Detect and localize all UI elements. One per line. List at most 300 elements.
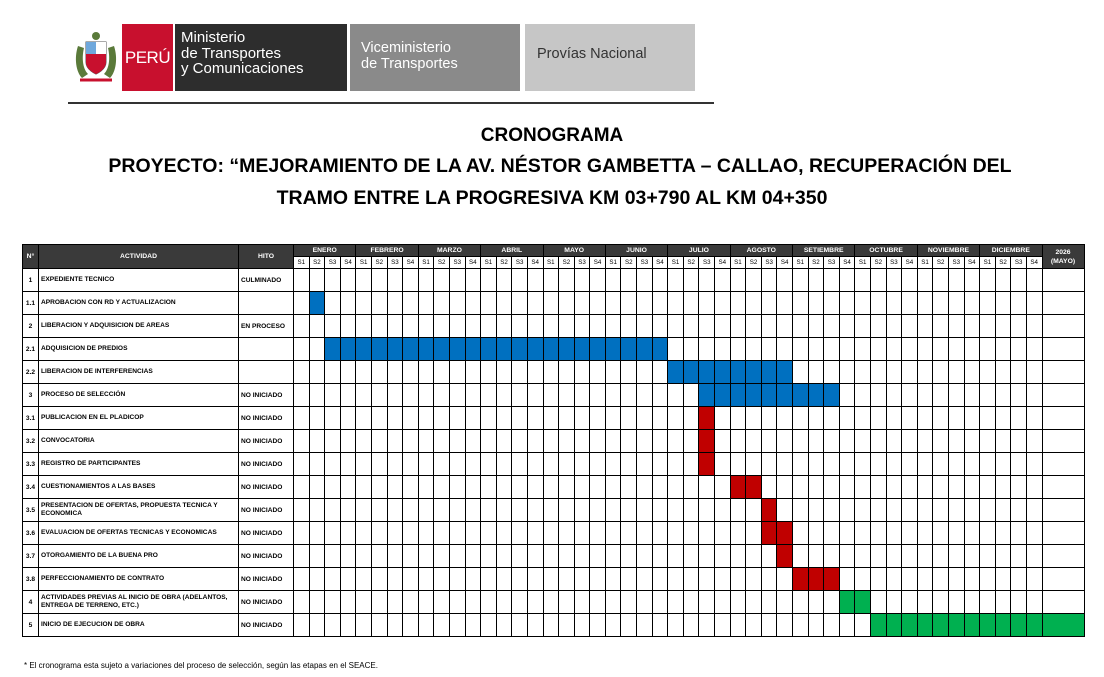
week-cell [746, 568, 762, 591]
week-cell [512, 476, 528, 499]
week-cell [403, 407, 419, 430]
week-cell [980, 453, 996, 476]
gantt-bar-cell [839, 591, 855, 614]
week-cell [917, 453, 933, 476]
week-cell [699, 269, 715, 292]
week-header: S3 [449, 257, 465, 269]
gantt-bar-cell [761, 361, 777, 384]
week-cell [543, 269, 559, 292]
week-cell [948, 384, 964, 407]
week-cell [995, 361, 1011, 384]
gantt-bar-cell [917, 614, 933, 637]
header-logos [68, 23, 714, 105]
week-cell [418, 476, 434, 499]
week-cell [839, 269, 855, 292]
week-cell [371, 430, 387, 453]
week-cell [652, 292, 668, 315]
week-cell [715, 453, 731, 476]
week-cell [356, 614, 372, 637]
gantt-bar-cell [527, 338, 543, 361]
week-cell [1026, 338, 1042, 361]
week-cell [434, 384, 450, 407]
page-title: CRONOGRAMA [480, 125, 624, 146]
week-cell [325, 522, 341, 545]
week-cell [496, 522, 512, 545]
week-cell [481, 292, 497, 315]
week-header: S3 [387, 257, 403, 269]
hito-status: NO INICIADO [239, 614, 294, 637]
week-cell [746, 614, 762, 637]
gantt-bar-cell [559, 338, 575, 361]
month-header: AGOSTO [730, 245, 792, 257]
gantt-bar-cell [730, 384, 746, 407]
gantt-bar-cell [746, 384, 762, 407]
week-cell [761, 407, 777, 430]
week-cell [559, 361, 575, 384]
table-row [23, 522, 1085, 545]
week-cell [1026, 476, 1042, 499]
week-cell [527, 476, 543, 499]
gantt-bar-cell [668, 361, 684, 384]
week-cell [371, 315, 387, 338]
week-cell [948, 269, 964, 292]
week-cell [418, 269, 434, 292]
week-cell [621, 568, 637, 591]
week-cell [496, 407, 512, 430]
activity-name: PERFECCIONAMIENTO DE CONTRATO [39, 568, 239, 591]
week-cell [1042, 545, 1084, 568]
week-cell [683, 476, 699, 499]
gantt-bar-cell [761, 384, 777, 407]
week-cell [387, 522, 403, 545]
week-cell [590, 292, 606, 315]
week-cell [839, 407, 855, 430]
week-cell [683, 545, 699, 568]
week-cell [668, 384, 684, 407]
activity-name: EXPEDIENTE TECNICO [39, 269, 239, 292]
week-cell [870, 522, 886, 545]
week-cell [294, 568, 310, 591]
week-cell [683, 384, 699, 407]
week-cell [793, 453, 809, 476]
week-cell [605, 269, 621, 292]
week-cell [294, 315, 310, 338]
week-cell [964, 407, 980, 430]
week-cell [481, 384, 497, 407]
week-cell [699, 591, 715, 614]
gantt-bar-cell [699, 361, 715, 384]
week-cell [590, 315, 606, 338]
week-header: S1 [668, 257, 684, 269]
week-cell [356, 269, 372, 292]
week-cell [356, 292, 372, 315]
week-cell [1011, 499, 1027, 522]
week-cell [870, 269, 886, 292]
week-cell [948, 315, 964, 338]
week-cell [294, 338, 310, 361]
week-cell [294, 269, 310, 292]
week-header: S2 [309, 257, 325, 269]
week-cell [683, 338, 699, 361]
week-cell [559, 568, 575, 591]
week-cell [418, 361, 434, 384]
week-cell [387, 499, 403, 522]
week-cell [512, 269, 528, 292]
week-cell [793, 269, 809, 292]
week-cell [340, 407, 356, 430]
gantt-bar-cell [309, 292, 325, 315]
week-cell [886, 269, 902, 292]
week-cell [917, 568, 933, 591]
week-header: S1 [356, 257, 372, 269]
week-cell [652, 614, 668, 637]
gantt-bar-cell [746, 361, 762, 384]
week-cell [449, 522, 465, 545]
week-cell [403, 522, 419, 545]
week-cell [496, 614, 512, 637]
week-cell [1026, 545, 1042, 568]
week-cell [995, 453, 1011, 476]
week-cell [512, 568, 528, 591]
week-cell [496, 453, 512, 476]
week-cell [371, 384, 387, 407]
week-cell [403, 269, 419, 292]
week-cell [309, 384, 325, 407]
week-cell [902, 453, 918, 476]
week-cell [824, 476, 840, 499]
week-header: S1 [418, 257, 434, 269]
week-cell [902, 292, 918, 315]
week-cell [824, 407, 840, 430]
row-number: 3.7 [23, 545, 39, 568]
week-cell [434, 292, 450, 315]
week-cell [325, 568, 341, 591]
week-cell [761, 614, 777, 637]
week-cell [403, 430, 419, 453]
week-cell [933, 407, 949, 430]
week-cell [371, 499, 387, 522]
week-cell [481, 614, 497, 637]
month-header: FEBRERO [356, 245, 418, 257]
week-cell [527, 407, 543, 430]
week-cell [730, 315, 746, 338]
week-cell [590, 614, 606, 637]
week-cell [512, 384, 528, 407]
table-row [23, 476, 1085, 499]
gantt-table [22, 244, 1085, 637]
header-n: N° [23, 245, 39, 269]
week-cell [294, 591, 310, 614]
hito-status: NO INICIADO [239, 476, 294, 499]
week-cell [761, 476, 777, 499]
ministerio-label: Ministerio de Transportes y Comunicaciones [175, 24, 347, 91]
week-cell [418, 522, 434, 545]
week-cell [340, 361, 356, 384]
week-header: S2 [808, 257, 824, 269]
week-cell [527, 568, 543, 591]
week-cell [371, 522, 387, 545]
week-cell [948, 430, 964, 453]
week-cell [637, 384, 653, 407]
week-cell [808, 430, 824, 453]
week-cell [824, 430, 840, 453]
week-cell [371, 476, 387, 499]
activity-name: PROCESO DE SELECCIÓN [39, 384, 239, 407]
week-cell [325, 591, 341, 614]
week-cell [933, 315, 949, 338]
week-cell [637, 522, 653, 545]
gantt-bar-cell [793, 568, 809, 591]
week-cell [870, 361, 886, 384]
week-cell [1011, 568, 1027, 591]
week-cell [512, 407, 528, 430]
gantt-bar-cell [886, 614, 902, 637]
week-cell [902, 361, 918, 384]
week-cell [418, 499, 434, 522]
provias-label: Provías Nacional [525, 24, 695, 91]
week-cell [387, 269, 403, 292]
week-cell [512, 614, 528, 637]
week-cell [761, 453, 777, 476]
week-cell [387, 591, 403, 614]
week-cell [403, 545, 419, 568]
week-cell [356, 453, 372, 476]
week-cell [902, 499, 918, 522]
week-cell [496, 384, 512, 407]
week-cell [325, 545, 341, 568]
week-cell [605, 407, 621, 430]
week-cell [917, 315, 933, 338]
week-cell [309, 522, 325, 545]
week-cell [652, 430, 668, 453]
gantt-bar-cell [590, 338, 606, 361]
gantt-bar-cell [761, 522, 777, 545]
row-number: 1 [23, 269, 39, 292]
week-cell [824, 361, 840, 384]
week-cell [902, 568, 918, 591]
hito-status: EN PROCESO [239, 315, 294, 338]
week-cell [481, 315, 497, 338]
table-row [23, 545, 1085, 568]
week-cell [434, 591, 450, 614]
week-cell [948, 361, 964, 384]
week-cell [527, 453, 543, 476]
row-number: 3 [23, 384, 39, 407]
week-cell [668, 292, 684, 315]
week-cell [933, 338, 949, 361]
week-cell [699, 568, 715, 591]
week-cell [1026, 453, 1042, 476]
week-cell [933, 499, 949, 522]
week-cell [434, 476, 450, 499]
week-cell [574, 361, 590, 384]
week-cell [605, 568, 621, 591]
week-cell [449, 545, 465, 568]
week-cell [730, 522, 746, 545]
week-header: S4 [839, 257, 855, 269]
week-cell [683, 315, 699, 338]
week-cell [746, 453, 762, 476]
gantt-bar-cell [387, 338, 403, 361]
gantt-bar-cell [777, 361, 793, 384]
week-cell [512, 430, 528, 453]
week-cell [605, 292, 621, 315]
week-cell [730, 614, 746, 637]
week-header: S4 [777, 257, 793, 269]
week-cell [933, 453, 949, 476]
week-cell [465, 384, 481, 407]
week-cell [980, 476, 996, 499]
row-number: 3.1 [23, 407, 39, 430]
week-cell [465, 614, 481, 637]
week-cell [637, 568, 653, 591]
gantt-bar-cell [933, 614, 949, 637]
week-cell [777, 614, 793, 637]
week-cell [637, 453, 653, 476]
week-cell [449, 568, 465, 591]
week-cell [995, 269, 1011, 292]
week-cell [793, 407, 809, 430]
week-cell [574, 591, 590, 614]
gantt-bar-cell [621, 338, 637, 361]
week-cell [683, 591, 699, 614]
gantt-bar-cell [481, 338, 497, 361]
week-cell [839, 476, 855, 499]
week-cell [808, 338, 824, 361]
week-header: S1 [980, 257, 996, 269]
week-cell [449, 407, 465, 430]
week-cell [340, 522, 356, 545]
week-cell [637, 315, 653, 338]
hito-status: NO INICIADO [239, 499, 294, 522]
week-cell [808, 545, 824, 568]
week-cell [418, 292, 434, 315]
week-cell [637, 407, 653, 430]
week-cell [309, 614, 325, 637]
week-header: S4 [590, 257, 606, 269]
gantt-bar-cell [434, 338, 450, 361]
month-header: JUNIO [605, 245, 667, 257]
header-actividad: ACTIVIDAD [39, 245, 239, 269]
week-cell [403, 292, 419, 315]
week-cell [964, 292, 980, 315]
week-cell [418, 315, 434, 338]
week-cell [605, 361, 621, 384]
week-cell [964, 591, 980, 614]
week-cell [652, 453, 668, 476]
week-cell [340, 384, 356, 407]
week-cell [559, 545, 575, 568]
table-row [23, 614, 1085, 637]
week-cell [309, 269, 325, 292]
peru-badge: PERÚ [122, 24, 173, 91]
week-cell [870, 292, 886, 315]
week-cell [980, 407, 996, 430]
week-cell [995, 476, 1011, 499]
week-cell [527, 315, 543, 338]
week-header: S2 [746, 257, 762, 269]
week-cell [730, 430, 746, 453]
week-cell [371, 269, 387, 292]
gantt-bar-cell [808, 568, 824, 591]
week-cell [948, 568, 964, 591]
footnote: * El cronograma esta sujeto a variaciones del proceso de selección, según las etapas en el SEACE. [24, 661, 378, 670]
week-cell [434, 315, 450, 338]
week-cell [481, 453, 497, 476]
week-cell [870, 453, 886, 476]
week-cell [605, 315, 621, 338]
week-cell [730, 338, 746, 361]
week-cell [995, 315, 1011, 338]
week-cell [356, 315, 372, 338]
week-cell [964, 453, 980, 476]
week-cell [621, 292, 637, 315]
week-cell [325, 499, 341, 522]
week-cell [590, 499, 606, 522]
week-cell [1026, 522, 1042, 545]
week-cell [980, 545, 996, 568]
week-cell [637, 545, 653, 568]
week-cell [652, 591, 668, 614]
week-cell [325, 453, 341, 476]
week-cell [824, 453, 840, 476]
week-cell [995, 430, 1011, 453]
week-cell [808, 407, 824, 430]
week-cell [637, 476, 653, 499]
week-cell [1011, 407, 1027, 430]
week-cell [668, 499, 684, 522]
week-cell [621, 430, 637, 453]
week-cell [559, 292, 575, 315]
week-cell [418, 407, 434, 430]
week-cell [699, 315, 715, 338]
week-cell [777, 453, 793, 476]
week-cell [527, 591, 543, 614]
gantt-bar-cell [699, 430, 715, 453]
week-cell [481, 545, 497, 568]
week-cell [527, 545, 543, 568]
week-cell [715, 407, 731, 430]
week-cell [543, 568, 559, 591]
activity-name: OTORGAMIENTO DE LA BUENA PRO [39, 545, 239, 568]
week-cell [964, 384, 980, 407]
week-cell [309, 499, 325, 522]
week-cell [434, 361, 450, 384]
week-cell [793, 591, 809, 614]
week-cell [933, 545, 949, 568]
week-cell [1026, 591, 1042, 614]
week-cell [777, 269, 793, 292]
week-cell [527, 361, 543, 384]
week-cell [964, 545, 980, 568]
gantt-bar-cell [699, 453, 715, 476]
week-cell [481, 522, 497, 545]
week-cell [902, 407, 918, 430]
gantt-bar-cell [449, 338, 465, 361]
week-cell [808, 453, 824, 476]
week-cell [948, 499, 964, 522]
week-cell [387, 361, 403, 384]
week-cell [948, 292, 964, 315]
week-cell [559, 522, 575, 545]
week-cell [340, 614, 356, 637]
week-cell [356, 522, 372, 545]
week-cell [652, 476, 668, 499]
week-cell [387, 407, 403, 430]
activity-name: CUESTIONAMIENTOS A LAS BASES [39, 476, 239, 499]
week-cell [917, 499, 933, 522]
week-cell [325, 384, 341, 407]
